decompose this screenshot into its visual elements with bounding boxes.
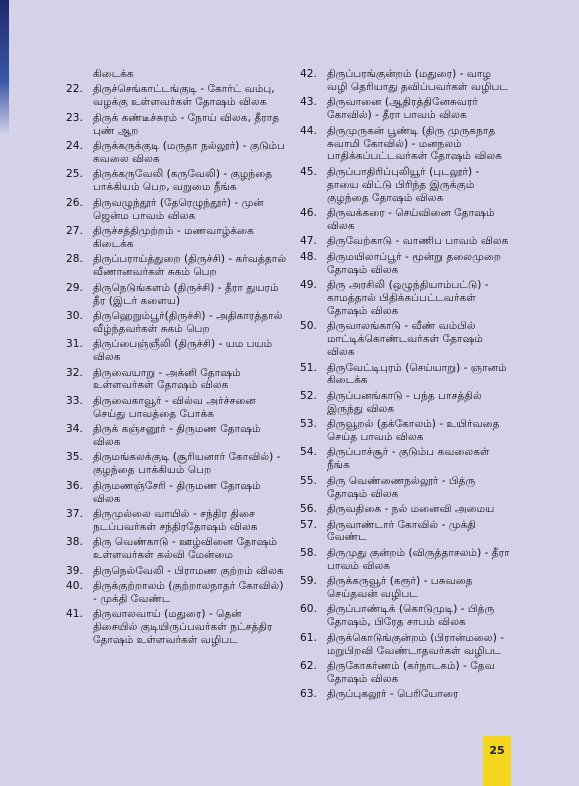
item-text: திருநெடுங்களம் (திருச்சி) - தீரா துயரம் தீர (இடர் களைய)	[93, 281, 279, 307]
continued-text: கிடைக்க	[93, 68, 134, 80]
item-number: 53.	[300, 418, 317, 431]
item-text: திருமணஞ்சேரி - திருமண தோஷம் விலக	[93, 479, 261, 505]
item-number: 42.	[300, 68, 317, 80]
list-item	[300, 68, 512, 94]
list-item	[66, 423, 288, 449]
item-number: 33.	[66, 394, 83, 407]
item-text: திருப்பாதிரிப்புலியூர் (புடலூர்) - தாயை விட்டு பிரிந்த இருக்கும் குழந்தை தோஷம் விலக	[327, 165, 480, 204]
item-number: 54.	[300, 446, 317, 459]
item-number: 34.	[66, 423, 83, 436]
left-column	[66, 68, 288, 650]
item-text: திருவாண்டார் கோவில் - முக்தி வேண்ட	[327, 518, 476, 544]
item-number: 57.	[300, 518, 317, 531]
list-item	[66, 282, 288, 308]
item-text: திருவையாறு - அக்னி தோஷம் உள்ளவர்கள் தோஷம் விலக	[93, 366, 241, 392]
list-item	[300, 251, 512, 277]
list-item	[300, 660, 512, 686]
item-number: 49.	[300, 279, 317, 292]
list-item	[300, 575, 512, 601]
list-item	[300, 418, 512, 444]
item-text: திருக்கருக்குடி (மருதா நல்லூர்) - குடும்ப கவலை விலக	[93, 140, 286, 165]
list-item	[66, 608, 288, 647]
item-text: திருவாலங்காடு - வீண் வம்பில் மாட்டிக்கொண்டவர்கள் தோஷம் விலக	[327, 320, 483, 359]
item-number: 59.	[300, 575, 317, 588]
list-item	[300, 503, 512, 516]
item-number: 60.	[300, 603, 317, 616]
list-item	[300, 279, 512, 318]
item-text: திருவேட்டிபுரம் (செய்யாறு) - ஞானம் கிடைக்க	[327, 361, 507, 387]
item-number: 29.	[66, 281, 83, 294]
item-text: திருவழுந்தூர் (தேரெழுந்தூர்) - முன் ஜென்ம பாவம் விலக	[93, 196, 264, 222]
item-number: 36.	[66, 479, 83, 492]
item-number: 28.	[66, 253, 83, 266]
list-item	[66, 168, 288, 194]
item-text: திருஹெறும்பூர்(திருச்சி) - அதிகாரத்தால் வீழ்ந்தவர்கள் சுகம் பெற	[93, 309, 283, 335]
item-text: திருக் கண்டீச்சுரம் - நோய் விலக, தீராத புண் ஆற	[93, 111, 280, 137]
list-item	[300, 446, 512, 472]
item-number: 41.	[66, 608, 83, 621]
edge-decoration	[0, 0, 9, 135]
list-item	[66, 480, 288, 506]
item-text: திருவேற்காடு - வாணிப பாவம் விலக	[327, 235, 509, 248]
list-item	[300, 235, 512, 248]
item-number: 39.	[66, 564, 83, 577]
list-item	[66, 83, 288, 109]
list-item	[300, 547, 512, 573]
list-item	[300, 632, 512, 658]
item-number: 31.	[66, 338, 83, 351]
item-text: திருவக்கரை - செய்வினை தோஷம் விலக	[327, 207, 495, 232]
list-item	[66, 367, 288, 393]
list-item	[300, 362, 512, 388]
page-number: 25	[489, 744, 505, 757]
list-item	[66, 225, 288, 251]
item-number: 61.	[300, 631, 317, 644]
item-text: திருக்கொடுங்குன்றம் (பிரான்மலை) - மறுபிறவி வேண்டாதவர்கள் வழிபட	[327, 631, 505, 657]
item-text: திருப்பாண்டிக் (கொடுமுடி) - பித்ரு தோஷம், பிரேத சாபம் விலக	[327, 603, 495, 629]
item-number: 50.	[300, 320, 317, 333]
list-item	[300, 96, 512, 122]
item-number: 47.	[300, 235, 317, 248]
right-column	[300, 68, 512, 704]
item-text: திருவைகாவூர் - வில்வ அர்ச்சனை செய்து பாவத்தை போக்க	[93, 394, 256, 420]
item-number: 45.	[300, 165, 317, 178]
item-text: திருமுது குன்றம் (விருத்தாசலம்) - தீரா பாவம் விலக	[327, 546, 510, 572]
item-text: திருமங்கலக்குடி (சூரியனார் கோவில்) - குழந்தை பாக்கியம் பெற	[93, 451, 281, 477]
page-number-tab	[483, 736, 511, 786]
list-item	[300, 125, 512, 164]
item-text: திருவூறல் (தக்கோலம்) - உயிர்வதை செய்த பாவம் விலக	[327, 418, 500, 444]
item-number: 22.	[66, 83, 83, 96]
item-number: 25.	[66, 168, 83, 181]
list-item	[66, 580, 288, 606]
list-item	[66, 395, 288, 421]
item-text: திருக் கஞ்சனூர் - திருமண தோஷம் விலக	[93, 423, 261, 449]
item-text: திருப்புகலூர் - பெரியோரை	[327, 688, 459, 701]
item-number: 23.	[66, 111, 83, 124]
item-text: திருமுருகன் பூண்டி (திரு முருகநாத சுவாமி கோவில்) - மனநலம் பாதிக்கப்பட்டவர்கள் தோஷம் விலக	[327, 124, 502, 163]
right-entry-list	[300, 68, 512, 701]
list-item	[300, 519, 512, 545]
item-number: 63.	[300, 688, 317, 701]
item-text: திருப்பனங்காடு - பந்த பாசத்தில் இருந்து விலக	[327, 389, 482, 415]
item-number: 27.	[66, 224, 83, 237]
item-text: திருக்கருவேலி (கருவேலி) - குழந்தை பாக்கியம் பெற, வறுமை நீங்க	[93, 168, 273, 194]
list-item	[66, 338, 288, 364]
list-item	[66, 253, 288, 279]
item-text: திரு அரசிலி (ஒழுந்தியாம்பட்டு) - காமத்தால் பிதிக்கப்பட்டவர்கள் தோஷம் விலக	[327, 279, 489, 317]
item-text: திருநெல்வேலி - பிராமண குற்றம் விலக	[93, 564, 284, 577]
list-item	[300, 166, 512, 205]
item-text: திரு வெண்காடு - ஊழ்வினை தோஷம் உள்ளவர்கள் கல்வி மேன்மை	[93, 536, 277, 562]
item-text: திருச்சத்திமுற்றம் - மணவாழ்க்கை கிடைக்க	[93, 224, 254, 250]
item-number: 56.	[300, 503, 317, 516]
list-item	[66, 310, 288, 336]
item-number: 46.	[300, 207, 317, 220]
item-text: திருப்பைஞ்ஞீலி (திருச்சி) - யம பயம் விலக	[93, 338, 273, 364]
list-item	[300, 320, 512, 359]
item-number: 58.	[300, 546, 317, 559]
item-number: 55.	[300, 474, 317, 487]
list-item	[300, 207, 512, 233]
list-item	[66, 197, 288, 223]
item-number: 52.	[300, 389, 317, 402]
item-text: திருச்செங்காட்டங்குடி - கோர்ட் வம்பு, வழக்கு உள்ளவர்கள் தோஷம் விலக	[93, 83, 275, 109]
item-number: 32.	[66, 366, 83, 379]
list-item	[300, 603, 512, 629]
list-item	[66, 451, 288, 477]
item-number: 40.	[66, 580, 83, 593]
item-text: திருப்பாச்சூர் - குடும்ப கவலைகள் நீங்க	[327, 446, 490, 472]
item-number: 26.	[66, 196, 83, 209]
item-number: 38.	[66, 536, 83, 549]
item-text: திரு வெண்ணைநல்லூர் - பித்ரு தோஷம் விலக	[327, 474, 476, 500]
item-text: திருவதிகை - நல் மனைவி அமைய	[327, 503, 495, 516]
list-item	[66, 565, 288, 578]
item-text: திருக்கருவூர் (கரூர்) - பசுவதை செய்தவன் வழிபட	[327, 575, 473, 601]
left-entry-list	[66, 83, 288, 647]
item-number: 35.	[66, 451, 83, 464]
item-text: திருகோகர்ணம் (கர்நாடகம்) - தேவ தோஷம் விலக	[327, 660, 495, 685]
list-item	[300, 688, 512, 701]
list-item	[300, 390, 512, 416]
item-text: திருப்பரங்குன்றம் (மதுரை) - வாழ வழி தெரியாது தவிப்பவர்கள் வழிபட	[327, 68, 508, 93]
list-item	[66, 140, 288, 166]
item-text: திருவாலவாய் (மதுரை) - தென் திசையில் குடியிருப்பவர்கள் நட்சத்திர தோஷம் உள்ளவர்கள் வழிபட	[93, 608, 273, 647]
item-number: 51.	[300, 361, 317, 374]
item-number: 43.	[300, 96, 317, 109]
item-number: 24.	[66, 140, 83, 153]
item-number: 37.	[66, 508, 83, 521]
item-text: திருமுல்லை வாயில் - சந்திர திசை நடப்பவர்கள் சந்திரதோஷம் விலக	[93, 508, 258, 533]
item-text: திருவானை (ஆதிரத்தினேசுவரர் கோவில்) - தீரா பாவம் விலக	[327, 96, 478, 122]
list-item	[66, 508, 288, 534]
list-item	[66, 536, 288, 562]
item-text: திருப்பராய்த்துறை (திருச்சி) - கர்வத்தால் வீணானவர்கள் சுகம் பெற	[93, 253, 287, 279]
list-item	[300, 475, 512, 501]
list-item	[66, 112, 288, 138]
item-number: 62.	[300, 660, 317, 673]
item-number: 44.	[300, 124, 317, 137]
item-text: திருமயிலாப்பூர் - மூன்று தலைமுறை தோஷம் விலக	[327, 250, 502, 276]
item-number: 30.	[66, 309, 83, 322]
item-text: திருக்குற்றாலம் (குற்றாலநாதர் கோவில்) - முக்தி வேண்ட	[93, 580, 284, 606]
item-number: 48.	[300, 250, 317, 263]
